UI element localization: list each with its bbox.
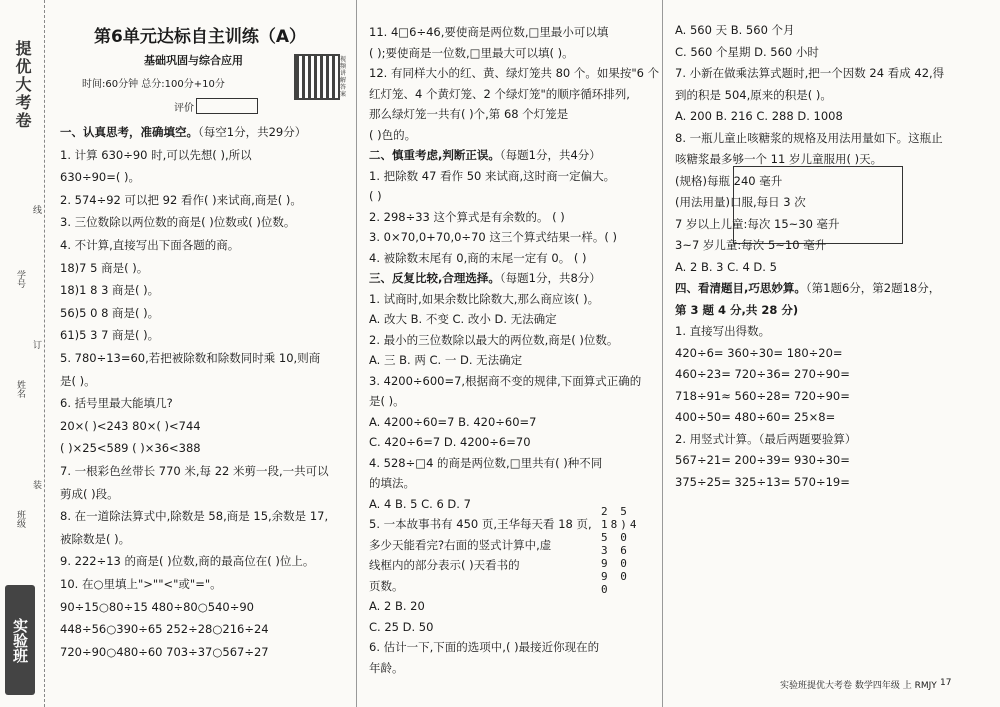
question-line [60, 237, 239, 253]
question-line [369, 434, 531, 450]
question-line [369, 188, 382, 204]
line-text: A. 200 B. 216 C. 288 D. 1008 [675, 109, 843, 123]
column-3 [662, 0, 963, 707]
section-heading [675, 302, 798, 318]
question-line [369, 598, 425, 614]
section-note: （第1题6分，第2题18分， [805, 281, 941, 295]
line-text: 3. 4200÷600=7,根据商不变的规律,下面算式正确的 [369, 373, 642, 388]
line-text: 1. 把除数 47 看作 50 来试商,这时商一定偏大。 [369, 168, 616, 183]
line-text: 718÷91≈ 560÷28= 720÷90= [675, 388, 850, 403]
evaluation-label: 评价 [174, 102, 194, 114]
line-text: 5. 780÷13=60,若把被除数和除数同时乘 10,则商 [60, 351, 321, 365]
line-text: 1. 直接写出得数。 [675, 324, 771, 338]
question-line [60, 486, 119, 502]
calc-row: 9 0 [601, 557, 630, 570]
field-class: 班级 [15, 510, 25, 528]
section-note: （每题1分，共8分） [499, 271, 601, 285]
field-student-id: 学号 [15, 270, 25, 288]
evaluation-box [174, 98, 258, 114]
line-text: 10. 在○里填上">""<"或"="。 [60, 577, 222, 591]
question-line [369, 168, 615, 184]
question-line [369, 557, 520, 573]
question-line [369, 496, 471, 512]
question-line [369, 455, 602, 471]
page-number: 17 [940, 678, 952, 688]
question-line [60, 169, 140, 185]
field-name: 姓名 [15, 380, 25, 398]
time-score: 时间:60分钟 总分:100分+10分 [82, 79, 225, 90]
qr-code-icon[interactable] [294, 54, 340, 100]
question-line [675, 173, 782, 189]
question-line [369, 291, 599, 307]
question-line [60, 373, 96, 389]
question-line [60, 214, 295, 230]
question-line [675, 65, 944, 81]
question-line [369, 578, 404, 594]
question-line [60, 621, 269, 637]
line-text: 460÷23= 720÷36= 270÷90= [675, 367, 850, 381]
question-line [60, 192, 302, 208]
question-line [675, 194, 806, 210]
line-text: 720÷90○480÷60 703÷37○567÷27 [60, 644, 269, 659]
calc-row: 2 5 [601, 505, 630, 518]
line-text: ( )×25<589 ( )×36<388 [60, 441, 201, 456]
page-title: 第6单元达标自主训练（A） [94, 27, 306, 47]
line-text: A. 改大 B. 不变 C. 改小 D. 无法确定 [369, 312, 557, 326]
section-heading [60, 124, 306, 140]
line-text: 61)5 3 7 商是( )。 [60, 328, 160, 343]
question-line [60, 350, 320, 366]
section-heading [369, 147, 601, 163]
question-line [369, 127, 416, 143]
question-line [675, 474, 850, 490]
line-text: 2. 最小的三位数除以最大的两位数,商是( )位数。 [369, 332, 619, 347]
line-text: 四、看清题目,巧思妙算。 [675, 281, 806, 295]
line-text: 7. 一根彩色丝带长 770 米,每 22 米剪一段,一共可以 [60, 464, 329, 478]
question-line [675, 87, 832, 103]
line-text: 2. 298÷33 这个算式是有余数的。 ( ) [369, 209, 565, 224]
line-text: 4. 被除数末尾有 0,商的末尾一定有 0。 ( ) [369, 250, 587, 265]
question-line [60, 418, 201, 434]
calc-row: 0 [601, 583, 611, 596]
question-line [675, 323, 770, 339]
line-text: 的填法。 [369, 476, 415, 490]
line-text: 18)7 5 商是( )。 [60, 260, 149, 275]
line-text: 一、认真思考，准确填空。 [60, 125, 198, 139]
question-line [369, 660, 404, 676]
line-text: 被除数是( )。 [60, 531, 131, 546]
question-line [369, 639, 599, 655]
question-line [60, 440, 201, 456]
line-text: 4. 不计算,直接写出下面各题的商。 [60, 238, 240, 252]
question-line [675, 237, 826, 253]
line-text: 20×( )<243 80×( )<744 [60, 418, 201, 433]
line-text: 56)5 0 8 商是( )。 [60, 305, 160, 320]
section-heading [675, 280, 940, 296]
line-text: 6. 括号里最大能填几? [60, 396, 173, 411]
line-text: 9. 222÷13 的商是( )位数,商的最高位在( )位上。 [60, 554, 315, 569]
column-1 [54, 0, 347, 707]
question-line [60, 305, 159, 321]
line-text: C. 560 个星期 D. 560 小时 [675, 44, 819, 59]
section-note: （每空1分，共29分） [198, 125, 307, 139]
line-text: 7 岁以上儿童:每次 15~30 毫升 [675, 216, 840, 231]
question-line [60, 260, 148, 276]
calc-row: 18)4 5 0 [601, 518, 640, 544]
question-line [60, 599, 254, 615]
publisher-logo: 实验班 [5, 585, 35, 695]
line-text: 7. 小新在做乘法算式题时,把一个因数 24 看成 42,得 [675, 66, 945, 80]
section-heading [369, 270, 601, 286]
question-line [369, 393, 405, 409]
line-text: 2. 574÷92 可以把 92 看作( )来试商,商是( )。 [60, 192, 302, 207]
calc-row: 3 6 [601, 544, 630, 557]
question-line [369, 516, 592, 532]
line-text: C. 420÷6=7 D. 4200÷6=70 [369, 435, 531, 449]
question-line [675, 151, 882, 167]
question-line [675, 259, 777, 275]
question-line [675, 44, 819, 60]
line-text: 12. 有同样大小的红、黄、绿灯笼共 80 个。如果按"6 个 [369, 66, 660, 80]
line-text: 到的积是 504,原来的积是( )。 [675, 87, 832, 102]
line-text: 那么绿灯笼一共有( )个,第 68 个灯笼是 [369, 107, 569, 121]
line-text: 567÷21= 200÷39= 930÷30= [675, 453, 850, 467]
question-line [369, 229, 617, 245]
question-line [60, 508, 328, 524]
question-line [675, 22, 795, 38]
line-text: 是( )。 [60, 373, 96, 388]
line-text: 是( )。 [369, 394, 405, 408]
question-line [675, 388, 850, 404]
question-line [369, 45, 574, 61]
line-text: 18)1 8 3 商是( )。 [60, 283, 160, 298]
line-text: A. 4200÷60=7 B. 420÷60=7 [369, 414, 537, 429]
column-2 [356, 0, 660, 707]
line-text: 3. 0×70,0+70,0÷70 这三个算式结果一样。( ) [369, 230, 617, 244]
question-line [369, 475, 415, 491]
line-text: 630÷90=( )。 [60, 170, 140, 185]
cutmark-install: 装 [31, 480, 41, 489]
question-line [675, 431, 856, 447]
evaluation-input[interactable] [196, 98, 258, 114]
line-text: 年龄。 [369, 660, 404, 675]
page-subtitle: 基础巩固与综合应用 [144, 54, 243, 67]
question-line [60, 576, 222, 592]
line-text: 线框内的部分表示( )天看书的 [369, 558, 520, 572]
line-text: 8. 一瓶儿童止咳糖浆的规格及用法用量如下。这瓶止 [675, 130, 943, 145]
line-text: 11. 4□6÷46,要使商是两位数,□里最小可以填 [369, 25, 609, 39]
line-text: A. 4 B. 5 C. 6 D. 7 [369, 496, 471, 511]
question-line [369, 352, 522, 368]
question-line [369, 86, 630, 102]
question-line [60, 327, 159, 343]
question-line [60, 644, 269, 660]
line-text: 448÷56○390÷65 252÷28○216÷24 [60, 622, 269, 637]
question-line [369, 537, 551, 553]
line-text: ( );要使商是一位数,□里最大可以填( )。 [369, 45, 574, 60]
side-brand: 提优大考卷 [13, 40, 32, 130]
line-text: 2. 用竖式计算。 [675, 431, 759, 446]
question-line [369, 373, 641, 389]
line-text: 咳糖浆最多够一个 11 岁儿童服用( )天。 [675, 152, 883, 166]
long-division-figure [601, 505, 651, 596]
line-text: 多少天能看完?右面的竖式计算中,虚 [369, 537, 552, 552]
line-text: 420÷6= 360÷30= 180÷20= [675, 345, 843, 360]
line-text: A. 2 B. 3 C. 4 D. 5 [675, 259, 777, 274]
question-line [675, 216, 840, 232]
qr-note: 视频讲解答案 [340, 56, 347, 98]
line-text: 第 3 题 4 分,共 28 分) [675, 302, 799, 317]
question-line [369, 209, 565, 225]
question-line [369, 24, 608, 40]
line-text: 1. 试商时,如果余数比除数大,那么商应该( )。 [369, 291, 600, 306]
section-note: （每题1分，共4分） [499, 148, 601, 162]
question-line [60, 147, 252, 163]
cutmark-line: 线 [31, 205, 41, 214]
side-strip [0, 0, 45, 707]
question-line [369, 250, 587, 266]
line-text: C. 25 D. 50 [369, 619, 434, 634]
footer-text: 实验班提优大考卷 数学四年级 上 RMJY [780, 681, 937, 691]
question-line [675, 409, 835, 425]
line-text: A. 560 天 B. 560 个月 [675, 23, 795, 37]
line-text: 3. 三位数除以两位数的商是( )位数或( )位数。 [60, 215, 296, 230]
line-text: 400÷50= 480÷60= 25×8= [675, 410, 836, 424]
line-text: ( )色的。 [369, 127, 417, 142]
question-line [675, 130, 943, 146]
line-text: 三、反复比较,合理选择。 [369, 271, 500, 285]
line-text: 4. 528÷□4 的商是两位数,□里共有( )种不同 [369, 455, 603, 470]
line-text: A. 三 B. 两 C. 一 D. 无法确定 [369, 353, 523, 367]
line-text: 页数。 [369, 578, 404, 593]
question-line [675, 345, 843, 361]
line-text: 二、慎重考虑,判断正误。 [369, 148, 500, 162]
question-line [60, 531, 130, 547]
line-text: 8. 在一道除法算式中,除数是 58,商是 15,余数是 17, [60, 509, 329, 524]
question-line [675, 108, 843, 124]
line-text: 剪成( )段。 [60, 486, 119, 501]
question-line [60, 282, 159, 298]
question-line [369, 332, 618, 348]
line-text: 5. 一本故事书有 450 页,王华每天看 18 页, [369, 517, 592, 531]
question-line [369, 414, 537, 430]
question-line [369, 311, 557, 327]
line-text: 红灯笼、4 个黄灯笼、2 个绿灯笼"的顺序循环排列, [369, 86, 630, 101]
question-line [675, 452, 850, 468]
question-line [369, 106, 568, 122]
question-line [60, 553, 314, 569]
line-text: (用法用量)口服,每日 3 次 [675, 195, 806, 209]
line-text: 1. 计算 630÷90 时,可以先想( ),所以 [60, 147, 252, 162]
line-text: 6. 估计一下,下面的选项中,( )最接近你现在的 [369, 640, 600, 654]
calc-row: 9 0 [601, 570, 630, 583]
line-text: (规格)每瓶 240 毫升 [675, 173, 783, 188]
section-note: （最后两题要验算） [758, 431, 857, 446]
question-line [369, 619, 433, 635]
line-text: 90÷15○80÷15 480÷80○540÷90 [60, 599, 254, 614]
question-line [60, 463, 329, 479]
line-text: 3~7 岁儿童:每次 5~10 毫升 [675, 238, 827, 252]
line-text: ( ) [369, 189, 382, 203]
cutmark-bind: 订 [31, 340, 41, 349]
question-line [369, 65, 659, 81]
line-text: 375÷25= 325÷13= 570÷19= [675, 474, 850, 489]
line-text: A. 2 B. 20 [369, 599, 425, 613]
question-line [675, 366, 850, 382]
question-line [60, 395, 173, 411]
